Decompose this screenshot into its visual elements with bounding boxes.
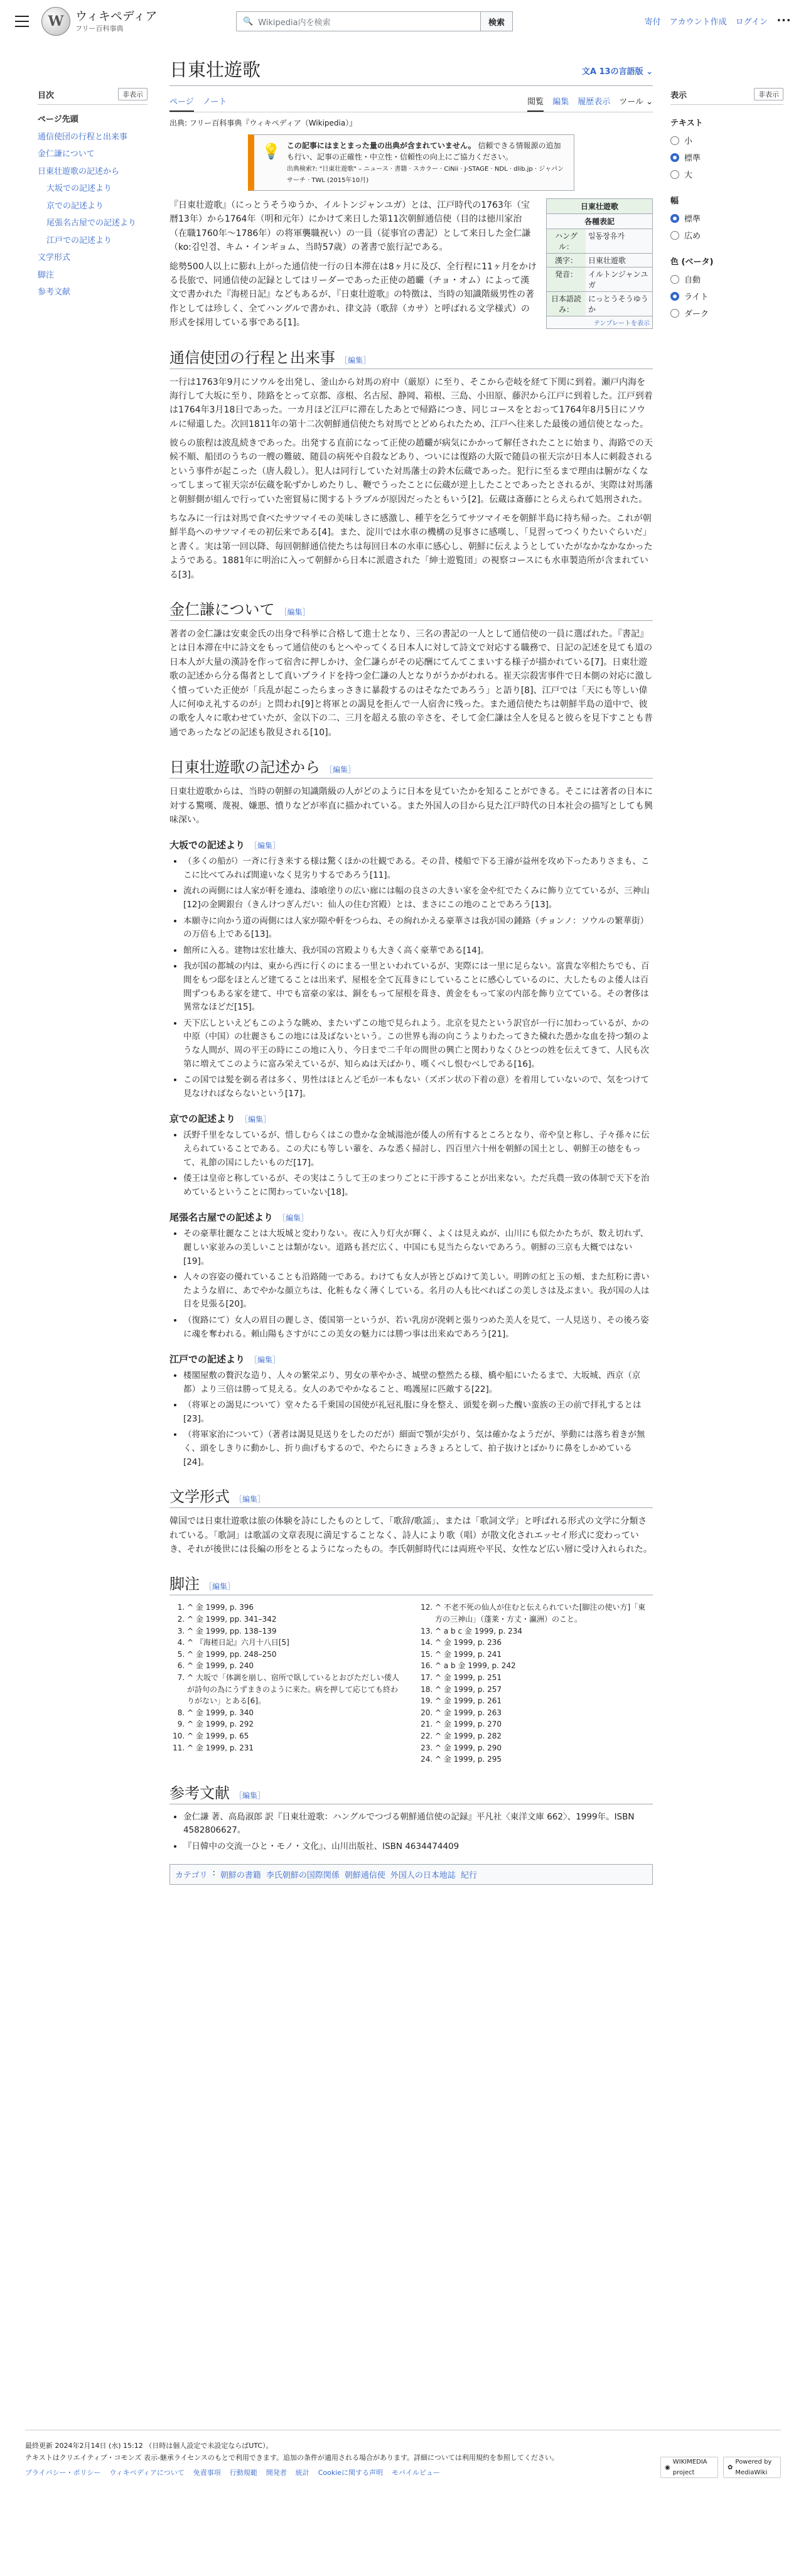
footnote-item[interactable]: 11. ^ 金 1999, p. 231 [187, 1742, 405, 1754]
toc-item[interactable]: 参考文献 [38, 288, 71, 298]
edit-section-link[interactable]: ［編集］ [340, 355, 371, 365]
list-item: • 倭王は皇帝と称しているが、その実はこうして王のまつりごとに干渉することが出来ない。ただ兵農一致の体制で天下を治めているということに関わっていない[18]。 [183, 1172, 653, 1199]
appearance-option[interactable] [670, 271, 783, 288]
appearance-option-label: 大 [684, 171, 693, 180]
paragraph: 著者の金仁謙は安東金氏の出身で科挙に合格して進士となり、三名の書記の一人として通信使の一員に選ばれた。『書記』とは日本滞在中に詩文をもって通信使のもとへやってくる日本人に対して詩文で対応する職務で、日記の記述を見ても道の日本人が大量の漢詩を作って宿舎に押しかけ、金仁謙らがその応酬にてんてこまいする様子が描かれている[7]。日東壮遊歌の記述から分る傷者として真いプライドを持つ金仁謙の人となりがうかがわれる。崔天宗殺害事件で日本側の対応に激しく憤っていた正使が「兵乱が起こったらまっさきに暴殺するのはそなたであろう」と語り[8]、江戸では「天にも等しい偉人に何ゆえ礼するのが」と問われ[9]と将軍との謁見を拒んで一人宿舎に残った。また通信使たちは朝鮮半島の道中で、彼の歌を人々に歌わせていたが、金以下の二、三月を超える旅の辛さを、そして金仁謙は全人を見ると彼らを見下すことも普通であったなどの記述も散見される[10]。 [169, 628, 653, 738]
radio-icon[interactable] [670, 309, 679, 318]
footnote-item[interactable]: 9. ^ 金 1999, p. 292 [187, 1718, 405, 1730]
subsection-heading-text: 江戸での記述より [169, 1354, 245, 1366]
ambox-notice [248, 134, 574, 191]
list-item: • 人々の容姿の優れていることも沿路随一である。わけても女人が皆とびぬけて美しい。明眸の紅と玉の頬、また紅粉に書いたような眉に、あでやかな顔立ちは、化粧もなく薄くしている。名月の人も比べればこの美しさは及ぶまい。我が国の人は目を見張る[20]。 [183, 1271, 653, 1312]
list-item: • 天下広しといえどもこのような眺め、またいずこの地で見られよう。北京を見たという訳官が一行に加わっているが、かの中原（中国）の壮麗さもこの地には及ばないという。この世界も海の向こうよりわたってきた穢れた愚かな血を持つ類のような人間が、周の平王の時にこの地に入り、今日まで二千年の間世の興亡と関わりなくひとつの姓を伝えてきて、人民も次第に増えてこのように富み栄えているが、知らぬは天ばかり、嘆くべし恨むべしである[16]。 [183, 1017, 653, 1071]
edit-section-link[interactable]: ［編集］ [325, 765, 356, 775]
appearance-option-label: 標準 [684, 154, 701, 163]
footer-link[interactable]: 統計 [295, 2469, 309, 2477]
template-link[interactable]: テンプレートを表示 [547, 316, 652, 328]
infobox-key: 日本語読み： [547, 292, 586, 316]
footnote-item[interactable]: 23. ^ 金 1999, p. 290 [435, 1742, 653, 1754]
toc-title: 目次 [38, 90, 55, 100]
toc-item[interactable]: 京での記述より [46, 201, 104, 211]
tab-tools[interactable]: ツール ⌄ [619, 97, 653, 107]
footnote-item[interactable]: 18. ^ 金 1999, p. 257 [435, 1684, 653, 1696]
last-modified: 最終更新 2024年2月14日 (水) 15:12 （日時は個人設定で未設定ならばUTC）。 [25, 2442, 273, 2450]
category-link[interactable]: 朝鮮通信使 [344, 1870, 385, 1880]
footnote-item[interactable]: 14. ^ 金 1999, p. 236 [435, 1637, 653, 1649]
footnote-list [187, 1602, 405, 1765]
footnote-item[interactable]: 22. ^ 金 1999, p. 282 [435, 1730, 653, 1742]
appearance-group [670, 255, 783, 321]
wikimedia-badge[interactable]: ◉ WIKIMEDIA project [660, 2457, 718, 2478]
footnote-item[interactable]: 19. ^ 金 1999, p. 261 [435, 1695, 653, 1707]
edit-section-link[interactable]: ［編集］ [240, 1115, 271, 1124]
appearance-option[interactable] [670, 227, 783, 244]
logo-subtitle: フリー百科事典 [75, 24, 124, 33]
footnote-item[interactable]: 13. ^ a b c 金 1999, p. 234 [435, 1625, 653, 1637]
section-heading [169, 1571, 653, 1595]
list-item: • この国では髪を剃る者は多く、男性はほとんど毛が一本もない（ズボン状の下着の意）を着用していないので、気をつけて見なければならないという[17]。 [183, 1074, 653, 1101]
main-content [169, 58, 653, 1885]
footer-link[interactable]: プライバシー・ポリシー [25, 2469, 101, 2477]
paragraph: 彼らの旅程は波乱続きであった。出発する直前になって正使の趙曮が病気にかかって解任されたことに始まり、海路での天候不順、船団のうちの一艘の難破、随員の病死や自殺などあり、ついには復路の大阪で随員の崔天宗が日本人に刺殺されるという事件が起こった（唐人殺し）。犯人は同行していた対馬藩士の鈴木伝蔵であった。犯行に至るまで理由は腑がなくなってしまって崔天宗が伝蔵を恥ずかしめたりし、鞭でうったことに伝蔵が逆上したことであったとされるが、実際は対馬藩と朝鮮側が組んで行っていた密貿易に関するトラブルが原因だったともいう[2]。伝蔵は斎藤にとらえられて処刑された。 [169, 438, 653, 505]
footnote-item[interactable]: 12. ^ 不老不死の仙人が住むと伝えられていた[脚注の使い方]「東方の三神山」（蓬莱・方丈・瀛洲）のこと。 [435, 1602, 653, 1625]
footnote-item[interactable]: 8. ^ 金 1999, p. 340 [187, 1707, 405, 1719]
footnote-item[interactable]: 21. ^ 金 1999, p. 270 [435, 1718, 653, 1730]
bullet-list [183, 1129, 653, 1199]
list-item: • （将軍家治について）（著者は謁見見送りをしたのだが）細面で顎が尖がり、気は確かなようだが、挙動には落ち着きが無く、頭をしきりに動かし、折り曲げもするので、やたらにきょろきょろとして、拍子抜けとばかりに鼻をしかめている[24]。 [183, 1428, 653, 1469]
section-heading [169, 1781, 653, 1804]
appearance-option[interactable] [670, 210, 783, 227]
language-button[interactable]: 文A 13の言語版 ⌄ [581, 67, 653, 77]
edit-section-link[interactable]: ［編集］ [235, 1495, 266, 1504]
list-item: • 沃野千里をなしているが、惜しむらくはこの豊かな金城湯池が倭人の所有するところとなり、帝や皇と称し、子々孫々に伝えられていることである。この犬にも等しい輩を、みな悉く掃討し、四百里六十州を朝鮮の国土とし、朝鮮王の徳をもって、礼節の国にしたいものだ[17]。 [183, 1129, 653, 1170]
toc-hide-button[interactable]: 非表示 [118, 88, 148, 100]
section-heading [169, 755, 653, 779]
toc-item[interactable]: 日東壮遊歌の記述から [38, 166, 120, 176]
page-tabs [169, 91, 653, 112]
reference-item: • 金仁謙 著、高島淑郎 訳『日東壮遊歌：ハングルでつづる朝鮮通信使の記録』平凡社〈東洋文庫 662〉、1999年。ISBN 4582806627。 [183, 1811, 653, 1838]
infobox-row [547, 253, 652, 267]
footer-link[interactable]: 免責事項 [193, 2469, 221, 2477]
footnote-list [435, 1602, 653, 1765]
list-item: • （復路にて）女人の眉目の麗しさ、倭国第一というが、若い乳房が溌剌と張りつめた美人を見て、一人見送り、その後ろ姿に魂を奪われる。頼山陽もさすがにこの美女の魅力には勝つ事は出来ぬであろう[21]。 [183, 1314, 653, 1341]
search-input[interactable] [236, 11, 481, 31]
radio-icon[interactable] [670, 136, 679, 145]
mediawiki-badge[interactable]: ✿ Powered by MediaWiki [723, 2457, 781, 2478]
site-logo[interactable] [41, 7, 192, 36]
donate-link[interactable]: 寄付 [644, 18, 661, 27]
footnotes [169, 1602, 653, 1765]
subsection-heading-text: 尾張名古屋での記述より [169, 1212, 274, 1224]
footnote-item[interactable]: 24. ^ 金 1999, p. 295 [435, 1754, 653, 1765]
footer-link[interactable]: 行動規範 [229, 2469, 257, 2477]
infobox-subtitle: 各種表記 [547, 213, 652, 229]
list-item: • 楼閣屋敷の贅沢な造り、人々の繁栄ぶり、男女の華やかさ、城壁の整然たる様、橋や船にいたるまで、大坂城、西京（京都）より三倍は勝って見える。女人のあでやかなること、鳴護屋に匹敵する[22]。 [183, 1369, 653, 1396]
infobox-row [547, 291, 652, 316]
section-heading-text: 脚注 [169, 1576, 200, 1593]
paragraph: ちなみに一行は対馬で食べたサツマイモの美味しさに感激し、種芋を乞うてサツマイモを朝鮮半島に持ち帰った。これが朝鮮半島へのサツマイモの初伝来である[4]。また、淀川では水車の機構の見事さに感嘆し、「見習ってつくりたいぐらいだ」と書く。実は第一回以降、毎回朝鮮通信使たちは毎回日本の水車に感心し、朝鮮に伝えようとしていたがなかなかなかったようである。1881年に明治に入って朝鮮から日本に派遣された「紳士遊覧団」の視察コースにも水車製造所が含まれている[3]。 [169, 514, 653, 580]
section-heading [169, 1484, 653, 1508]
footnote-item[interactable]: 7. ^ 大坂で「体調を崩し、宿所で臥しているとおびただしい倭人が詩句の為にうずまきのように来た。病を押して応じても終わりがない」とある[6]。 [187, 1672, 405, 1707]
mediawiki-logo-icon: ✿ [728, 2464, 733, 2471]
table-of-contents [38, 88, 148, 301]
appearance-group [670, 116, 783, 183]
paragraph: 『日東壮遊歌』（にっとうそうゆうか、イルトンジャンユガ）とは、江戸時代の1763年（宝暦13年）から1764年（明和元年）にかけて来日した第11次朝鮮通信使（目的は徳川家治（在職1760年〜1786年）の将軍襲職祝い）の一員（従事官の書記）として来日した金仁謙（ko:김인겸、キム・インギョム、当時57歳）の著書で旅行記である。 [169, 200, 531, 253]
infobox-row [547, 229, 652, 253]
license-text: テキストはクリエイティブ・コモンズ 表示-継承ライセンスのもとで利用できます。追加の条件が適用される場合があります。詳細については利用規約を参照してください。 [25, 2453, 559, 2462]
radio-icon[interactable] [670, 170, 679, 179]
appearance-option[interactable] [670, 149, 783, 166]
infobox-value: イルトンジャンユガ [588, 270, 648, 289]
infobox-title: 日東壮遊歌 [547, 199, 652, 213]
user-links [645, 15, 791, 27]
bullet-list [183, 1369, 653, 1469]
footnote-item[interactable]: 5. ^ 金 1999, pp. 248–250 [187, 1649, 405, 1661]
search-button[interactable]: 検索 [481, 11, 513, 31]
appearance-option-label: ライト [684, 293, 709, 302]
radio-icon[interactable] [670, 275, 679, 284]
appearance-title: 表示 [670, 90, 687, 100]
from-line: 出典: フリー百科事典『ウィキペディア（Wikipedia）』 [169, 119, 357, 127]
search-icon: 🔍 [243, 16, 254, 26]
ambox-search-links[interactable]: 出典検索?: "日東壮遊歌" – ニュース · 書籍 · スカラー · CiNii · J-STAGE · NDL · dlib.jp · ジャパンサーチ · TWL (2015年10月) [286, 166, 564, 184]
list-item: • （将軍との謁見について）堂々たる千乗国の国使が礼冠礼服に身を整え、頭髪を剃った醜い蛮族の王の前で拝礼するとは[23]。 [183, 1399, 653, 1426]
edit-section-link[interactable]: ［編集］ [279, 607, 310, 617]
list-item: • 館所に入る。建物は宏壮雄大、我が国の宮殿よりも大きく高く豪華である[14]。 [183, 944, 653, 958]
logo-title: ウィキペディア [75, 9, 158, 23]
edit-section-link[interactable]: ［編集］ [250, 841, 281, 851]
more-options-icon[interactable]: ••• [776, 16, 791, 26]
footnote-item[interactable]: 2. ^ 金 1999, pp. 341–342 [187, 1614, 405, 1625]
create-account-link[interactable]: アカウント作成 [669, 18, 727, 27]
footnote-item[interactable]: 1. ^ 金 1999, p. 396 [187, 1602, 405, 1614]
search-placeholder: Wikipedia内を検索 [258, 18, 331, 28]
appearance-option-label: 小 [684, 137, 693, 146]
edit-section-link[interactable]: ［編集］ [278, 1214, 309, 1223]
search-form [236, 11, 513, 31]
wikipedia-globe-icon: W [41, 7, 70, 36]
list-item: • 流れの両側には人家が軒を連ね、漆喰塗りの広い廊には幅の良さの大きい家を金や紅でたくみに飾り立てているが、三神山[12]の金闕銀台（きんけつぎんだい：仙人の住む宮殿）とは、まさにこの地のことであろう[13]。 [183, 885, 653, 912]
appearance-option[interactable] [670, 288, 783, 304]
list-item: • その豪華壮麗なことは大坂城と変わりない。夜に入り灯火が輝く、よくは見えぬが、山川にも似たかたちが、数え切れず、麗しい家並みの美しいことは類がない。道路も甚だ広く、中国にも見当たらないであろう。朝鮮の三京も大概ではない[19]。 [183, 1227, 653, 1268]
tab-read[interactable]: 閲覧 [527, 91, 544, 112]
paragraph: 韓国では日東壮遊歌は旅の体験を詩にしたものとして、「歌辞/歌謡」、または「歌詞文学」と呼ばれる形式の文学に分類されている。「歌詞」は歌謡の文章表現に満足することなく、詩人により歌（唱）が散文化されエッセイ形式に変わっていき、それが後世には長編の形をとるようになったもの。李氏朝鮮時代には両班や平民、女性など広い層に受け入れられた。 [169, 1516, 652, 1555]
toc-item[interactable]: 江戸での記述より [46, 235, 112, 245]
toc-item[interactable]: 尾張名古屋での記述より [46, 218, 137, 229]
infobox-key: 発音： [547, 267, 586, 291]
paragraph: 日東壮遊歌からは、当時の朝鮮の知識階級の人がどのように日本を見ていたかを知ることができる。そこには著者の日本に対する驚嘆、蔑視、嫌悪、憤りなどが率直に描かれている。また外国人の目から見た江戸時代の日本社会の描写としても興味深い。 [169, 787, 653, 825]
footnote-item[interactable]: 4. ^ 『海槎日記』六月十八日[5] [187, 1637, 405, 1649]
section-heading [169, 345, 653, 369]
categories-label[interactable]: カテゴリ [175, 1870, 208, 1880]
list-item: • 我が国の都城の内は、東から西に行くのにまる一里といわれているが、実際には一里に足らない。富貴な宰相たちでも、百間をもつ邸をほとんど建てることは出来ず、屋根を全て瓦葺きにしていることに感心しているのに、大したものよ倭人は百間ずつもある家を建て、中でも富豪の家は、銅をもって屋根を葺き、黄金をもって家の内部を飾り立てている。その奢侈は異常なほどだ[15]。 [183, 960, 653, 1014]
infobox-key: ハングル： [547, 229, 586, 253]
footer-link[interactable]: ウィキペディアについて [109, 2469, 185, 2477]
radio-icon[interactable] [670, 231, 679, 240]
appearance-option-label: 広め [684, 232, 701, 241]
appearance-panel [670, 88, 783, 321]
category-link[interactable]: 李氏朝鮮の国際関係 [266, 1870, 340, 1880]
login-link[interactable]: ログイン [735, 18, 768, 27]
list-item: • 本願寺に向かう道の両側には人家が隙や軒をつらね、その絢れかえる豪華さは我が国の鍾路（チョンノ：ソウルの繁華街）の万倍も上である[13]。 [183, 915, 653, 942]
appearance-hide-button[interactable]: 非表示 [754, 88, 783, 100]
appearance-option[interactable] [670, 132, 783, 149]
appearance-group [670, 194, 783, 244]
category-link[interactable]: 紀行 [460, 1870, 477, 1880]
radio-icon[interactable] [670, 214, 679, 223]
toc-item[interactable]: 大坂での記述より [46, 184, 112, 194]
footer [25, 2430, 781, 2479]
section-heading-text: 通信使団の行程と出来事 [169, 350, 335, 367]
category-link[interactable]: 外国人の日本地誌 [390, 1870, 456, 1880]
category-link[interactable]: 朝鮮の書籍 [220, 1870, 261, 1880]
reference-item: • 『日韓中の交流一ひと・モノ・文化』、山川出版社、ISBN 4634474409 [183, 1840, 653, 1854]
footnote-item[interactable]: 10. ^ 金 1999, p. 65 [187, 1730, 405, 1742]
footnote-item[interactable]: 20. ^ 金 1999, p. 263 [435, 1707, 653, 1719]
appearance-group-label: 色 (ベータ) [670, 257, 714, 267]
footer-link[interactable]: 開発者 [266, 2469, 287, 2477]
tab-edit[interactable]: 編集 [552, 97, 569, 107]
subsection-heading-text: 京での記述より [169, 1113, 236, 1125]
appearance-option[interactable] [670, 166, 783, 183]
paragraph: 総勢500人以上に膨れ上がった通信使一行の日本滞在は8ヶ月に及び、全行程に11ヶ月をかける長旅で、同通信使の記録としてはリーダーであった正使の趙曮（チョ・オム）によって漢文で書かれた『海槎日記』などもあるが、『日東壮遊歌』の特徴は、当時の知識階級男性の著作としては珍しく、全てハングルで書かれ、律文詩（歌辞（カサ）と呼ばれる文学様式）の形式を採用している事である[1]。 [169, 261, 537, 328]
appearance-group-label: テキスト [670, 119, 703, 128]
tab-talk[interactable]: ノート [202, 97, 227, 107]
footnote-item[interactable]: 3. ^ 金 1999, pp. 138–139 [187, 1625, 405, 1637]
subsection-heading-text: 大坂での記述より [169, 839, 245, 851]
bullet-list [183, 855, 653, 1101]
infobox-value: 일동장유가 [588, 232, 625, 240]
toc-item[interactable]: 金仁謙について [38, 149, 95, 159]
infobox-value: にっとうそうゆうか [588, 294, 648, 314]
subsection-heading [169, 1112, 653, 1125]
appearance-option-label: 標準 [684, 215, 701, 224]
main-menu-icon[interactable] [15, 16, 29, 27]
section-heading-text: 日東壮遊歌の記述から [169, 760, 320, 777]
ambox-main: この記事にはまとまった量の出典が含まれていません。 [286, 141, 476, 150]
appearance-option[interactable] [670, 304, 783, 321]
tab-history[interactable]: 履歴表示 [578, 97, 611, 107]
section-heading-text: 参考文献 [169, 1785, 230, 1802]
edit-section-link[interactable]: ［編集］ [235, 1791, 266, 1800]
appearance-option-label: ダーク [684, 310, 709, 319]
toc-item[interactable]: 文学形式 [38, 253, 71, 263]
lightbulb-icon: 💡 [262, 143, 281, 160]
subsection-heading [169, 1210, 653, 1224]
section-heading [169, 597, 653, 621]
ambox-body: 信頼できる情報源の追加も行い、記事の正確性・中立性・信頼性の向上にご協力ください。 [286, 141, 561, 161]
section-heading-text: 金仁謙について [169, 601, 275, 618]
footer-link[interactable]: モバイルビュー [392, 2469, 441, 2477]
footnote-item[interactable]: 15. ^ 金 1999, p. 241 [435, 1649, 653, 1661]
section-heading-text: 文学形式 [169, 1489, 230, 1506]
site-header [0, 0, 806, 43]
infobox-key: 漢字： [547, 254, 586, 267]
list-item: • （多くの船が）一斉に行き来する様は驚くほかの壮観である。その昔、楼船で下る王濬が益州を攻め下ったありさまも、ここに比べてみれば間違いなく見劣りするであろう[11]。 [183, 855, 653, 882]
infobox [546, 198, 653, 329]
edit-section-link[interactable]: ［編集］ [250, 1355, 281, 1365]
infobox-value: 日東壮遊歌 [588, 256, 626, 265]
paragraph: 一行は1763年9月にソウルを出発し、釜山から対馬の府中（厳原）に至り、そこから壱岐を経て下関に到着。瀬戸内海を海行して大坂に至り、陸路をとって京都、彦根、名古屋、静岡、箱根、三島、小田原、藤沢から江戸に到着した。江戸到着は1764年3月18日であった。一カ月ほど江戸に滞在したあとで帰路につき、同じコースをとおって1764年8月5日にソウルに帰還した。次回1811年の第十二次朝鮮通信使たち対馬でとどめられたため、江戸へ往来した最後の通信使となった。 [169, 377, 653, 429]
toc-item[interactable]: ページ先頭 [38, 115, 78, 124]
toc-item[interactable]: 通信使団の行程と出来事 [38, 132, 128, 142]
subsection-heading [169, 838, 653, 851]
footnote-item[interactable]: 6. ^ 金 1999, p. 240 [187, 1660, 405, 1672]
page-title: 日東壮遊歌 [169, 60, 261, 80]
appearance-option-label: 自動 [684, 276, 701, 285]
appearance-group-label: 幅 [670, 197, 679, 206]
radio-icon[interactable] [670, 153, 679, 162]
reference-list [183, 1811, 653, 1854]
infobox-row [547, 267, 652, 291]
tab-page[interactable]: ページ [169, 91, 194, 112]
footer-link[interactable]: Cookieに関する声明 [318, 2469, 384, 2477]
footnote-item[interactable]: 17. ^ 金 1999, p. 251 [435, 1672, 653, 1684]
radio-icon[interactable] [670, 292, 679, 301]
categories-box: カテゴリ : 朝鮮の書籍 李氏朝鮮の国際関係 朝鮮通信使 外国人の日本地誌 紀行 [169, 1864, 653, 1885]
edit-section-link[interactable]: ［編集］ [205, 1582, 235, 1592]
toc-item[interactable]: 脚注 [38, 270, 55, 280]
wikimedia-logo-icon: ◉ [665, 2464, 670, 2471]
subsection-heading [169, 1352, 653, 1366]
bullet-list [183, 1227, 653, 1341]
footnote-item[interactable]: 16. ^ a b 金 1999, p. 242 [435, 1660, 653, 1672]
